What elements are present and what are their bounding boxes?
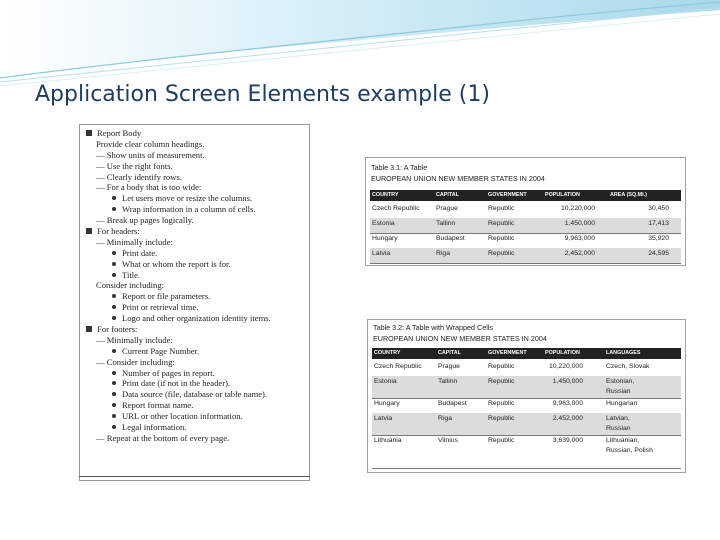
list-item bbox=[86, 302, 307, 313]
table-cell: Estonian, bbox=[606, 378, 635, 385]
table-cell: Czech Republic bbox=[374, 363, 422, 370]
table-cell: Latvia bbox=[372, 250, 391, 257]
list-item bbox=[86, 291, 307, 302]
bullet-icon bbox=[112, 251, 116, 255]
table-subcaption: EUROPEAN UNION NEW MEMBER STATES IN 2004 bbox=[373, 334, 547, 343]
list-item-text: Let users move or resize the columns. bbox=[122, 193, 253, 204]
table-cell: Tallinn bbox=[436, 220, 456, 227]
list-item-text: — Repeat at the bottom of every page. bbox=[96, 432, 230, 443]
list-item-text: — Break up pages logically. bbox=[96, 215, 194, 226]
list-item bbox=[86, 226, 307, 237]
table-cell: Republic bbox=[488, 400, 515, 407]
table-cell: Lithuania bbox=[374, 437, 402, 444]
table-row bbox=[370, 203, 681, 219]
list-item-text: URL or other location information. bbox=[122, 411, 243, 422]
table-cell: Vilnius bbox=[438, 437, 458, 444]
slide-title: Application Screen Elements example (1) bbox=[35, 82, 490, 107]
table-cell-wrapped-line: Russian bbox=[606, 388, 631, 395]
table-cell: Estonia bbox=[374, 378, 397, 385]
table-cell: 10,220,000 bbox=[560, 205, 595, 212]
list-item bbox=[86, 215, 307, 226]
table-cell: Lithuanian, bbox=[606, 437, 640, 444]
table-cell: Hungary bbox=[372, 235, 398, 242]
table-cell: Budapest bbox=[438, 400, 467, 407]
list-item-text: Wrap information in a column of cells. bbox=[122, 204, 256, 215]
table-cell: 1,450,000 bbox=[552, 378, 583, 385]
list-item bbox=[86, 237, 307, 248]
list-item bbox=[86, 172, 307, 183]
table-row bbox=[372, 376, 681, 399]
list-item-text: — Clearly identify rows. bbox=[96, 171, 182, 182]
table-row bbox=[370, 233, 681, 249]
table-header-row bbox=[370, 190, 681, 201]
table-cell: 9,963,000 bbox=[552, 400, 583, 407]
list-item-text: — Minimally include: bbox=[96, 334, 173, 345]
table-cell: 30,450 bbox=[648, 205, 669, 212]
list-item-text: — Minimally include: bbox=[96, 236, 173, 247]
table-subcaption: EUROPEAN UNION NEW MEMBER STATES IN 2004 bbox=[371, 174, 545, 183]
bullet-icon bbox=[112, 207, 116, 211]
table-cell: 17,413 bbox=[648, 220, 669, 227]
bullet-icon bbox=[112, 381, 116, 385]
table-cell: Latvian, bbox=[606, 415, 630, 422]
column-header: GOVERNMENT bbox=[488, 350, 527, 356]
list-item-text: Legal information. bbox=[122, 422, 187, 433]
bullet-icon bbox=[112, 349, 116, 353]
list-item bbox=[86, 139, 307, 150]
table-cell: Hungarian bbox=[606, 400, 638, 407]
list-item bbox=[86, 422, 307, 433]
list-item-text: Print or retrieval time. bbox=[122, 302, 199, 313]
table-caption: Table 3.1: A Table bbox=[371, 163, 428, 172]
list-item-text: Report Body bbox=[97, 128, 142, 138]
list-item bbox=[86, 324, 307, 335]
table-cell: Estonia bbox=[372, 220, 395, 227]
list-item bbox=[86, 313, 307, 324]
list-item bbox=[86, 248, 307, 259]
list-item bbox=[86, 400, 307, 411]
table-cell: Republic bbox=[488, 415, 515, 422]
list-item bbox=[86, 433, 307, 444]
list-item-text: Print date. bbox=[122, 247, 158, 258]
list-item-text: — Use the right fonts. bbox=[96, 160, 173, 171]
table-cell: Republic bbox=[488, 437, 515, 444]
list-item-text: — For a body that is too wide: bbox=[96, 182, 202, 193]
bullet-icon bbox=[112, 392, 116, 396]
list-item bbox=[86, 193, 307, 204]
table-cell-wrapped-line: Russian bbox=[606, 425, 631, 432]
table-cell: Republic bbox=[488, 235, 515, 242]
column-header: CAPITAL bbox=[436, 192, 459, 198]
list-item bbox=[86, 411, 307, 422]
table-cell: Budapest bbox=[436, 235, 465, 242]
table-header-row bbox=[372, 348, 681, 359]
table-cell: Prague bbox=[438, 363, 460, 370]
bullet-icon bbox=[112, 273, 116, 277]
list-item bbox=[86, 270, 307, 281]
list-item-text: Provide clear column headings. bbox=[96, 138, 205, 149]
table-cell: Hungary bbox=[374, 400, 400, 407]
list-item bbox=[86, 161, 307, 172]
table-cell: 1,450,000 bbox=[564, 220, 595, 227]
list-bottom-rule bbox=[79, 476, 310, 477]
bullet-icon bbox=[112, 305, 116, 309]
table-cell: 9,963,000 bbox=[564, 235, 595, 242]
table-row bbox=[370, 248, 681, 264]
bullet-icon bbox=[112, 425, 116, 429]
list-item bbox=[86, 150, 307, 161]
list-item-text: For headers: bbox=[97, 226, 140, 237]
list-item-text: Report format name. bbox=[122, 400, 194, 411]
header-swoosh-decoration bbox=[0, 0, 720, 90]
table-cell: Tallinn bbox=[438, 378, 458, 385]
bullet-icon bbox=[112, 371, 116, 375]
table-cell: Republic bbox=[488, 220, 515, 227]
bullet-icon bbox=[112, 294, 116, 298]
list-item bbox=[86, 182, 307, 193]
column-header: CAPITAL bbox=[438, 350, 461, 356]
table-3-2 bbox=[367, 319, 686, 473]
column-header: POPULATION bbox=[545, 350, 580, 356]
table-cell: 2,452,000 bbox=[564, 250, 595, 257]
list-item-text: Report or file parameters. bbox=[122, 291, 211, 302]
list-item bbox=[86, 335, 307, 346]
table-cell: 10,220,000 bbox=[548, 363, 583, 370]
table-cell: 35,920 bbox=[648, 235, 669, 242]
list-item bbox=[86, 357, 307, 368]
bullet-icon bbox=[112, 262, 116, 266]
table-cell: 24,595 bbox=[648, 250, 669, 257]
table-cell: Republic bbox=[488, 363, 515, 370]
table-row bbox=[372, 435, 681, 469]
list-item-text: — Consider including: bbox=[96, 356, 175, 367]
table-cell: Latvia bbox=[374, 415, 393, 422]
list-item-text: Title. bbox=[122, 269, 141, 280]
column-header: COUNTRY bbox=[372, 192, 399, 198]
column-header: COUNTRY bbox=[374, 350, 401, 356]
square-bullet-icon bbox=[86, 228, 92, 234]
table-3-1 bbox=[365, 157, 686, 266]
bullet-icon bbox=[112, 414, 116, 418]
bullet-icon bbox=[112, 316, 116, 320]
list-item-text: — Show units of measurement. bbox=[96, 149, 205, 160]
column-header: POPULATION bbox=[545, 192, 580, 198]
list-item bbox=[86, 378, 307, 389]
table-cell: Republic bbox=[488, 378, 515, 385]
list-item bbox=[86, 389, 307, 400]
list-item-text: Number of pages in report. bbox=[122, 367, 215, 378]
square-bullet-icon bbox=[86, 130, 92, 136]
column-header: LANGUAGES bbox=[606, 350, 641, 356]
table-caption: Table 3.2: A Table with Wrapped Cells bbox=[373, 323, 493, 332]
table-cell: Czech, Slovak bbox=[606, 363, 650, 370]
table-cell: Prague bbox=[436, 205, 458, 212]
table-row bbox=[372, 361, 681, 377]
bullet-icon bbox=[112, 196, 116, 200]
guidelines-list bbox=[79, 124, 310, 481]
list-item bbox=[86, 204, 307, 215]
list-item bbox=[86, 368, 307, 379]
list-item-text: Logo and other organization identity items. bbox=[122, 313, 271, 324]
list-item bbox=[86, 280, 307, 291]
table-cell: Czech Republic bbox=[372, 205, 420, 212]
list-item bbox=[86, 128, 307, 139]
table-cell: Riga bbox=[436, 250, 450, 257]
table-cell: Republic bbox=[488, 205, 515, 212]
table-row bbox=[372, 398, 681, 414]
column-header: AREA (SQ.MI.) bbox=[610, 192, 647, 198]
square-bullet-icon bbox=[86, 326, 92, 332]
list-item-text: What or whom the report is for. bbox=[122, 258, 231, 269]
column-header: GOVERNMENT bbox=[488, 192, 527, 198]
table-row bbox=[372, 413, 681, 436]
bullet-icon bbox=[112, 403, 116, 407]
list-item bbox=[86, 259, 307, 270]
table-cell-wrapped-line: Russian, Polish bbox=[606, 447, 653, 454]
list-item-text: Current Page Number. bbox=[122, 345, 200, 356]
list-item-text: For footers: bbox=[97, 324, 138, 335]
list-item-text: Consider including: bbox=[96, 280, 165, 291]
table-cell: Riga bbox=[438, 415, 452, 422]
table-row bbox=[370, 218, 681, 234]
table-cell: Republic bbox=[488, 250, 515, 257]
table-cell: 2,452,000 bbox=[552, 415, 583, 422]
table-cell: 3,639,000 bbox=[552, 437, 583, 444]
list-item-text: Print date (if not in the header). bbox=[122, 378, 231, 389]
list-item-text: Data source (file, database or table name). bbox=[122, 389, 268, 400]
list-item bbox=[86, 346, 307, 357]
